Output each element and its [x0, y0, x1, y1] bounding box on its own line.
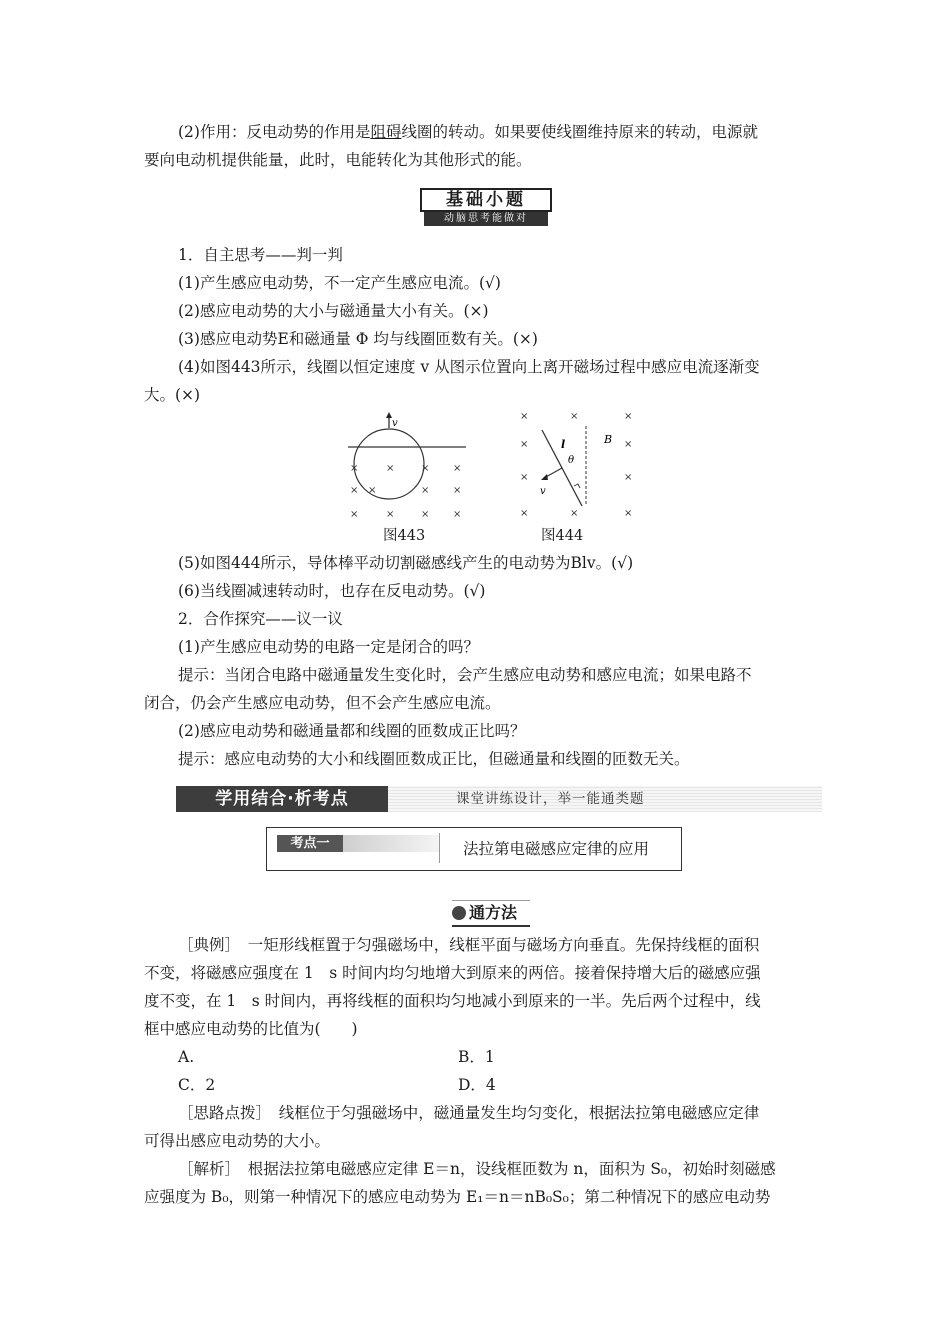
- banner-subtitle: 动脑思考能做对: [424, 212, 548, 226]
- tag-stripe: [343, 835, 439, 852]
- hint-line: ［思路点拨］ 线框位于匀强磁场中，磁通量发生均匀变化，根据法拉第电磁感应定律: [178, 1104, 760, 1122]
- svg-text:×: ×: [570, 508, 579, 519]
- svg-text:×: ×: [386, 463, 395, 474]
- option-b: B．1: [458, 1048, 495, 1066]
- option-d: D．4: [458, 1076, 496, 1094]
- svg-text:×: ×: [453, 463, 462, 474]
- judge-item: (4)如图443所示，线圈以恒定速度 v 从图示位置向上离开磁场过程中感应电流逐渐变: [178, 358, 760, 376]
- paragraph-line: [178, 121, 758, 143]
- kaodian-tag: 考点一: [277, 835, 343, 852]
- discuss-question: (1)产生感应电动势的电路一定是闭合的吗？: [178, 638, 479, 656]
- discuss-answer: 提示：当闭合电路中磁通量发生变化时，会产生感应电动势和感应电流；如果电路不: [178, 666, 752, 684]
- figure-443-caption: 图443: [383, 528, 426, 544]
- arrow-left-icon: [541, 474, 548, 480]
- hint-line: 可得出感应电动势的大小。: [144, 1132, 331, 1150]
- svg-text:×: ×: [520, 472, 529, 483]
- discuss-heading: 2．合作探究——议一议: [178, 610, 343, 628]
- underlined-text: 阻碍: [370, 123, 402, 141]
- svg-text:×: ×: [350, 509, 359, 520]
- example-line: 度不变，在 1 s 时间内，再将线框的面积均匀地减小到原来的一半。先后两个过程中，线: [144, 992, 761, 1010]
- label-B: B: [604, 433, 613, 446]
- svg-text:×: ×: [386, 509, 395, 520]
- banner-title: 学用结合·析考点: [176, 786, 388, 812]
- svg-text:×: ×: [570, 411, 579, 422]
- discuss-answer: 闭合，仍会产生感应电动势，但不会产生感应电流。: [144, 694, 501, 712]
- label-v: v: [392, 418, 398, 429]
- banner-title: 基础小题: [420, 188, 552, 212]
- text: 线圈的转动。如果要使线圈维持原来的转动，电源就: [401, 123, 758, 141]
- judge-item: (5)如图444所示，导体棒平动切割磁感线产生的电动势为Blv。(√): [178, 554, 634, 572]
- svg-text:×: ×: [624, 472, 633, 483]
- svg-text:×: ×: [520, 411, 529, 422]
- kaodian-box: [266, 827, 682, 871]
- svg-text:×: ×: [350, 463, 359, 474]
- label-v: v: [540, 486, 546, 497]
- xueyong-banner: [176, 786, 822, 812]
- analysis-line: 应强度为 B₀，则第一种情况下的感应电动势为 E₁＝n＝nB₀S₀；第二种情况下的感应电动势: [144, 1188, 771, 1206]
- tongfangfa-label: [452, 900, 530, 927]
- analysis-line: ［解析］ 根据法拉第电磁感应定律 E＝n，设线框匝数为 n，面积为 S₀，初始时刻磁感: [178, 1160, 776, 1178]
- kaodian-tag-area: [275, 833, 440, 863]
- example-line: ［典例］ 一矩形线框置于匀强磁场中，线框平面与磁场方向垂直。先保持线框的面积: [178, 936, 760, 954]
- svg-text:×: ×: [421, 485, 430, 496]
- svg-text:×: ×: [453, 485, 462, 496]
- judge-item: (2)感应电动势的大小与磁通量大小有关。(×): [178, 302, 489, 320]
- svg-text:×: ×: [421, 463, 430, 474]
- bullet-icon: [452, 906, 466, 920]
- judge-item: (6)当线圈减速转动时，也存在反电动势。(√): [178, 582, 486, 600]
- svg-text:×: ×: [624, 508, 633, 519]
- figure-443: [338, 412, 470, 524]
- svg-text:×: ×: [421, 509, 430, 520]
- section-label: 通方法: [469, 903, 518, 922]
- option-c: C．2: [178, 1076, 216, 1094]
- judge-item: (1)产生感应电动势，不一定产生感应电流。(√): [178, 274, 501, 292]
- discuss-answer: 提示：感应电动势的大小和线圈匝数成正比，但磁通量和线圈的匝数无关。: [178, 750, 690, 768]
- paragraph-line: 要向电动机提供能量，此时，电能转化为其他形式的能。: [144, 151, 532, 169]
- discuss-question: (2)感应电动势和磁通量都和线圈的匝数成正比吗？: [178, 722, 526, 740]
- svg-text:×: ×: [453, 509, 462, 520]
- example-line: 不变，将磁感应强度在 1 s 时间内均匀地增大到原来的两倍。接着保持增大后的磁感应强: [144, 964, 761, 982]
- svg-text:×: ×: [520, 439, 529, 450]
- judge-item: 大。(×): [144, 386, 201, 404]
- label-l: l: [561, 438, 566, 451]
- figure-444-caption: 图444: [541, 528, 584, 544]
- svg-text:×: ×: [624, 439, 633, 450]
- text: (2)作用：反电动势的作用是: [178, 123, 371, 141]
- svg-text:×: ×: [350, 485, 359, 496]
- kaodian-title: 法拉第电磁感应定律的应用: [463, 840, 650, 858]
- example-line: 框中感应电动势的比值为( ): [144, 1020, 358, 1038]
- svg-text:×: ×: [624, 411, 633, 422]
- option-a: A.: [178, 1048, 195, 1066]
- label-theta: θ: [568, 455, 575, 466]
- jichu-banner: [420, 188, 552, 228]
- figure-444: [512, 406, 640, 524]
- judge-heading: 1．自主思考——判一判: [178, 246, 343, 264]
- svg-text:×: ×: [368, 485, 377, 496]
- judge-item: (3)感应电动势E和磁通量 Φ 均与线圈匝数有关。(×): [178, 330, 538, 348]
- svg-text:×: ×: [520, 508, 529, 519]
- banner-subtitle: 课堂讲练设计，举一能通类题: [456, 791, 645, 807]
- field-crosses: [520, 411, 632, 519]
